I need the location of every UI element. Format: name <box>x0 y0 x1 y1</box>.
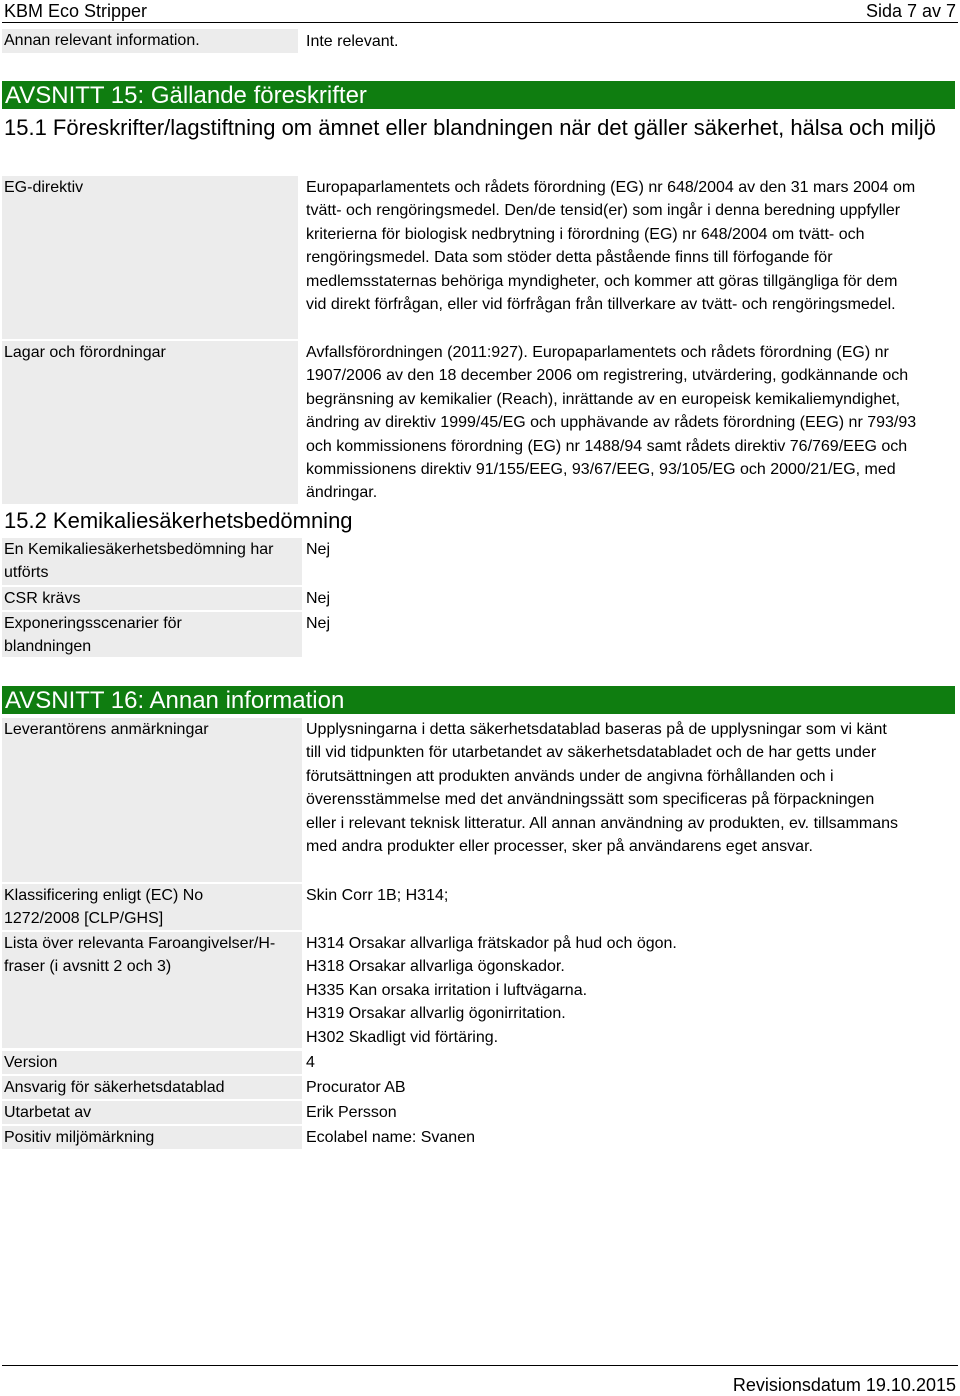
h-phrase-item: H302 Skadligt vid förtäring. <box>306 1028 499 1046</box>
h-phrase-item: H319 Orsakar allvarlig ögonirritation. <box>306 1005 566 1023</box>
exponering-value: Nej <box>306 615 331 632</box>
lagar-label-box <box>2 341 298 504</box>
revision-date: Revisionsdatum 19.10.2015 <box>732 1375 956 1395</box>
document-title: KBM Eco Stripper <box>4 1 148 21</box>
lagar-label: Lagar och förordningar <box>4 344 166 361</box>
lagar-value: Avfallsförordningen (2011:927). Europaparlamentets och rådets förordning (EG) nr 1907/2006 av den 18 december 2006 om registrering, utvärdering, godkännande och begränsning av kemikalier (Reach), inrättande av en europeisk kemikaliemyndighet, ändring av direktiv 1999/45/EG och upphävande av rådets förordning (EEG) nr 793/93 och kommissionens förordning (EG) nr 1488/94 samt rådets direktiv 76/769/EEG och kommissionens direktiv 91/155/EEG, 93/67/EEG, 93/105/EG och 2000/21/EG, med ändringar. <box>306 344 917 502</box>
eg-direktiv-label: EG-direktiv <box>4 179 84 196</box>
ksb-label: En Kemikaliesäkerhetsbedömning har utförts <box>2 538 302 585</box>
annan-info-label-box <box>2 29 298 53</box>
header-divider <box>2 22 958 23</box>
leverantor-value: Upplysningarna i detta säkerhetsdatablad baseras på de upplysningar som vi känt till vid tidpunkten för utarbetandet av säkerhetsdatabladet och de har getts under förutsättningen att produkten används under de angivna förhållanden och i överensstämmelse med det användningssätt som specificeras på förpackningen eller i relevant teknisk litteratur. All annan användning av produkten, ev. tillsammans med andra produkter eller processer, sker på användarens eget ansvar. <box>306 721 899 856</box>
csr-value: Nej <box>306 590 331 607</box>
section-16-heading: AVSNITT 16: Annan information <box>2 686 955 714</box>
h-fraser-label: Lista över relevanta Faroangivelser/H-fraser (i avsnitt 2 och 3) <box>2 932 302 1048</box>
h-phrase-item: H318 Orsakar allvarliga ögonskador. <box>306 958 565 976</box>
klassificering-value: Skin Corr 1B; H314; <box>306 887 449 904</box>
h-fraser-list <box>306 932 906 1049</box>
annan-info-label: Annan relevant information. <box>4 32 200 49</box>
klassificering-label: Klassificering enligt (EC) No 1272/2008 [CLP/GHS] <box>2 884 302 930</box>
h-phrase-item: H314 Orsakar allvarliga frätskador på hud och ögon. <box>306 935 677 952</box>
eg-direktiv-value: Europaparlamentets och rådets förordning (EG) nr 648/2004 av den 31 mars 2004 om tvätt- och rengöringsmedel. Den/de tensid(er) som ingår i denna beredning uppfyller kriterierna för biologisk nedbrytning i förordning (EG) nr 648/2004 om tvätt- och rengöringsmedel. Data som stöder detta påstående finns till förfogande för medlemsstaternas behöriga myndigheter, och kommer att göras tillgängliga för dem vid direkt förfrågan, eller vid förfrågan från tillverkare av tvätt- och rengöringsmedel. <box>306 179 916 314</box>
leverantor-label: Leverantörens anmärkningar <box>2 718 302 882</box>
annan-info-value: Inte relevant. <box>306 33 399 50</box>
section-15-heading: AVSNITT 15: Gällande föreskrifter <box>2 81 955 109</box>
utarbetat-value: Erik Persson <box>306 1104 397 1121</box>
section-15-1-heading: 15.1 Föreskrifter/lagstiftning om ämnet eller blandningen när det gäller säkerhet, hälsa och miljö <box>4 115 936 140</box>
section-15-2-heading: 15.2 Kemikaliesäkerhetsbedömning <box>4 508 353 533</box>
ansvarig-value: Procurator AB <box>306 1079 406 1096</box>
version-label: Version <box>2 1051 302 1074</box>
page-number: Sida 7 av 7 <box>865 1 956 21</box>
miljomarkning-value: Ecolabel name: Svanen <box>306 1129 475 1146</box>
ansvarig-label: Ansvarig för säkerhetsdatablad <box>2 1076 302 1099</box>
miljomarkning-label: Positiv miljömärkning <box>2 1126 302 1149</box>
utarbetat-label: Utarbetat av <box>2 1101 302 1124</box>
ksb-value: Nej <box>306 541 331 558</box>
eg-direktiv-label-box <box>2 176 298 339</box>
csr-label: CSR krävs <box>2 587 302 610</box>
h-phrase-item: H335 Kan orsaka irritation i luftvägarna. <box>306 981 588 999</box>
version-value: 4 <box>306 1054 315 1071</box>
footer-divider <box>2 1365 958 1366</box>
exponering-label: Exponeringsscenarier för blandningen <box>2 612 302 657</box>
